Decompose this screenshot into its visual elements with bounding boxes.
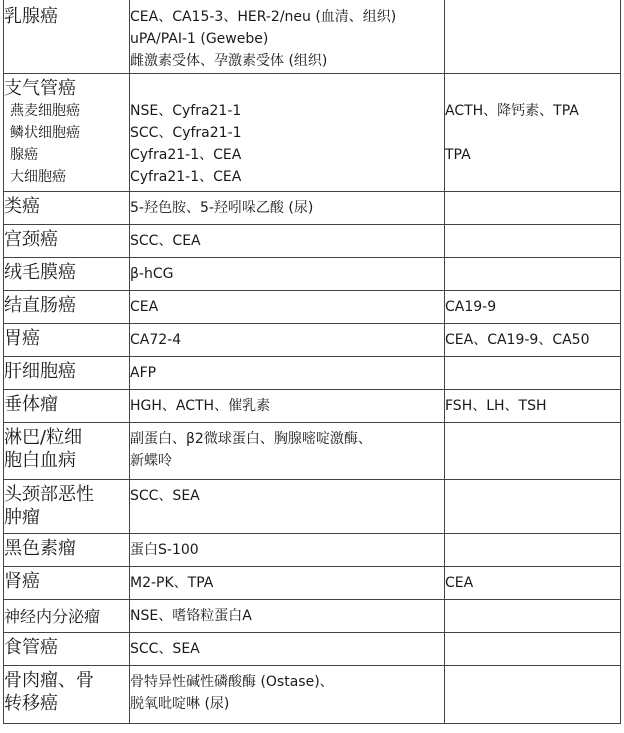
- cancer-type-cell: [4, 567, 130, 600]
- marker-line: 新蝶呤: [130, 453, 172, 469]
- cancer-type-label: 神经内分泌瘤: [4, 607, 101, 626]
- cancer-type-cell: [4, 258, 130, 291]
- marker-line: β-hCG: [130, 266, 174, 282]
- table-row: [4, 324, 621, 357]
- table-row: [4, 192, 621, 225]
- secondary-marker-cell: [445, 74, 621, 192]
- cancer-type-label: 绒毛膜癌: [4, 262, 76, 283]
- table-row: [4, 74, 621, 192]
- cancer-type-label: 骨肉瘤、骨: [4, 670, 94, 691]
- cancer-type-label: 食管癌: [4, 637, 58, 658]
- marker-line: FSH、LH、TSH: [445, 398, 547, 414]
- subtype-label: 燕麦细胞癌: [10, 103, 80, 119]
- table-row: [4, 480, 621, 534]
- marker-line: CA19-9: [445, 299, 497, 315]
- marker-line: uPA/PAI-1 (Gewebe): [130, 31, 269, 47]
- cancer-type-label: 胞白血病: [4, 450, 76, 471]
- primary-marker-cell: [130, 534, 445, 567]
- cancer-type-cell: [4, 291, 130, 324]
- cancer-type-label: 胃癌: [4, 328, 40, 349]
- table-row: [4, 0, 621, 74]
- cancer-type-label: 转移癌: [4, 693, 58, 714]
- table-row: [4, 423, 621, 480]
- cancer-type-label: 结直肠癌: [4, 295, 76, 316]
- primary-marker-cell: [130, 0, 445, 74]
- cancer-type-cell: [4, 192, 130, 225]
- secondary-marker-cell: [445, 324, 621, 357]
- marker-line: [445, 122, 620, 144]
- secondary-marker-cell: [445, 567, 621, 600]
- marker-line: SCC、CEA: [130, 233, 201, 249]
- primary-marker-cell: [130, 633, 445, 666]
- cancer-type-cell: [4, 225, 130, 258]
- cancer-type-cell: [4, 666, 130, 724]
- marker-line: SCC、SEA: [130, 488, 200, 504]
- primary-marker-cell: [130, 480, 445, 534]
- cancer-type-label: 淋巴/粒细: [4, 427, 83, 448]
- cancer-type-label: 垂体瘤: [4, 394, 58, 415]
- marker-line: Cyfra21-1、CEA: [130, 147, 242, 163]
- cancer-type-cell: [4, 357, 130, 390]
- marker-line: 骨特异性碱性磷酸酶 (Ostase)、: [130, 674, 334, 690]
- secondary-marker-cell: [445, 192, 621, 225]
- cancer-type-cell: [4, 633, 130, 666]
- marker-line: SCC、Cyfra21-1: [130, 125, 242, 141]
- primary-marker-cell: [130, 324, 445, 357]
- marker-line: TPA: [445, 147, 471, 163]
- marker-line: AFP: [130, 365, 157, 381]
- primary-marker-cell: [130, 567, 445, 600]
- table-row: [4, 390, 621, 423]
- cancer-type-cell: [4, 480, 130, 534]
- subtype-label: 腺癌: [10, 147, 38, 163]
- primary-marker-cell: [130, 666, 445, 724]
- marker-line: 蛋白S-100: [130, 542, 199, 558]
- marker-line: 脱氧吡啶啉 (尿): [130, 696, 230, 712]
- marker-line: CA72-4: [130, 332, 182, 348]
- primary-marker-cell: [130, 423, 445, 480]
- subtype-label: 鳞状细胞癌: [10, 125, 80, 141]
- subtype-label: 大细胞癌: [10, 169, 66, 185]
- cancer-type-cell: [4, 423, 130, 480]
- table-row: [4, 534, 621, 567]
- cancer-type-label: 乳腺癌: [4, 6, 58, 27]
- marker-line: CEA: [445, 575, 474, 591]
- cancer-type-label: 黑色素瘤: [4, 538, 76, 559]
- tumor-marker-table: [3, 0, 621, 724]
- secondary-marker-cell: [445, 633, 621, 666]
- table-row: [4, 258, 621, 291]
- cancer-type-label: 支气管癌: [4, 78, 76, 99]
- table-row: [4, 567, 621, 600]
- secondary-marker-cell: [445, 534, 621, 567]
- secondary-marker-cell: [445, 666, 621, 724]
- cancer-type-label: 肝细胞癌: [4, 361, 76, 382]
- table-row: [4, 600, 621, 633]
- primary-marker-cell: [130, 600, 445, 633]
- cancer-type-cell: [4, 390, 130, 423]
- marker-line: 副蛋白、β2微球蛋白、胸腺嘧啶激酶、: [130, 431, 372, 447]
- secondary-marker-cell: [445, 291, 621, 324]
- cancer-type-cell: [4, 74, 130, 192]
- marker-line: 5-羟色胺、5-羟吲哚乙酸 (尿): [130, 200, 314, 216]
- cancer-type-cell: [4, 534, 130, 567]
- marker-line: HGH、ACTH、催乳素: [130, 398, 271, 414]
- secondary-marker-cell: [445, 0, 621, 74]
- primary-marker-cell: [130, 192, 445, 225]
- marker-line: ACTH、降钙素、TPA: [445, 103, 579, 119]
- marker-line: M2-PK、TPA: [130, 575, 214, 591]
- primary-marker-cell: [130, 390, 445, 423]
- cancer-type-label: 类癌: [4, 196, 40, 217]
- cancer-type-cell: [4, 600, 130, 633]
- secondary-marker-cell: [445, 357, 621, 390]
- cancer-type-cell: [4, 324, 130, 357]
- secondary-marker-cell: [445, 225, 621, 258]
- primary-marker-cell: [130, 225, 445, 258]
- marker-line: CEA、CA15-3、HER-2/neu (血清、组织): [130, 9, 397, 25]
- primary-marker-cell: [130, 74, 445, 192]
- table-row: [4, 633, 621, 666]
- cancer-type-label: 肿瘤: [4, 507, 40, 528]
- secondary-marker-cell: [445, 390, 621, 423]
- primary-marker-cell: [130, 291, 445, 324]
- primary-marker-cell: [130, 258, 445, 291]
- cancer-type-cell: [4, 0, 130, 74]
- marker-line: SCC、SEA: [130, 641, 200, 657]
- marker-line: CEA: [130, 299, 159, 315]
- secondary-marker-cell: [445, 600, 621, 633]
- table-row: [4, 357, 621, 390]
- secondary-marker-cell: [445, 423, 621, 480]
- cancer-type-label: 头颈部恶性: [4, 484, 94, 505]
- marker-line: NSE、Cyfra21-1: [130, 103, 242, 119]
- marker-line: NSE、嗜铬粒蛋白A: [130, 608, 252, 624]
- marker-line: Cyfra21-1、CEA: [130, 169, 242, 185]
- marker-line: CEA、CA19-9、CA50: [445, 332, 590, 348]
- secondary-marker-cell: [445, 480, 621, 534]
- cancer-type-label: 宫颈癌: [4, 229, 58, 250]
- marker-line: 雌激素受体、孕激素受体 (组织): [130, 53, 328, 69]
- secondary-marker-cell: [445, 258, 621, 291]
- primary-marker-cell: [130, 357, 445, 390]
- cancer-type-label: 肾癌: [4, 571, 40, 592]
- table-row: [4, 291, 621, 324]
- table-row: [4, 225, 621, 258]
- table-row: [4, 666, 621, 724]
